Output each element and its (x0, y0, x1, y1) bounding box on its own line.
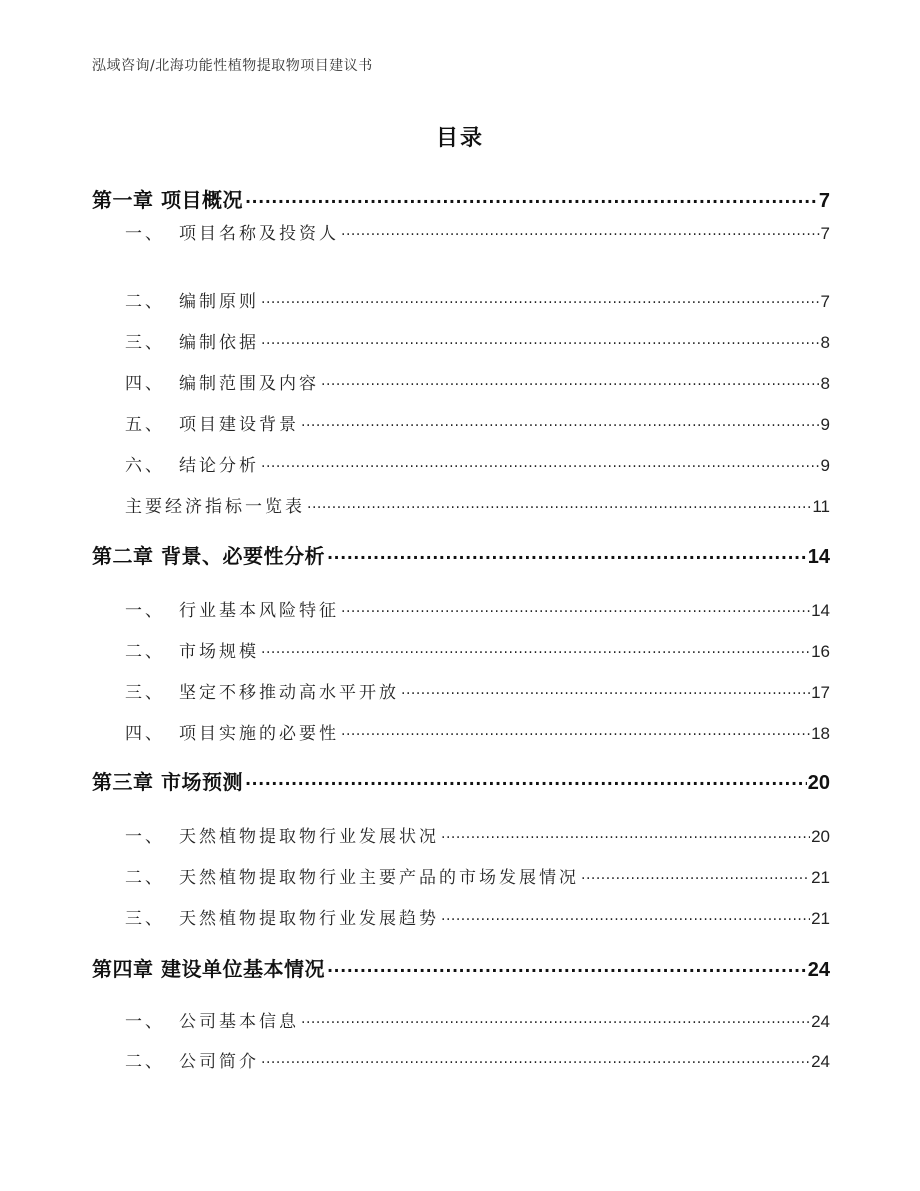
dot-leader (441, 825, 810, 842)
page-number: 8 (820, 333, 830, 352)
toc-section[interactable] (125, 369, 830, 394)
section-number: 三、 (125, 909, 165, 929)
section-label: 编制范围及内容 (179, 374, 319, 394)
dot-leader (261, 331, 820, 348)
page-number: 16 (811, 642, 830, 661)
dot-leader (261, 1050, 810, 1067)
section-label: 结论分析 (179, 456, 259, 476)
page-number: 20 (807, 772, 830, 794)
dot-leader (301, 413, 820, 430)
dot-leader (341, 722, 810, 739)
dot-leader (341, 222, 820, 239)
toc-section[interactable] (125, 822, 830, 847)
chapter-label: 第一章 项目概况 (92, 188, 243, 212)
dot-leader (581, 866, 810, 883)
page-number: 7 (820, 224, 830, 243)
page-number: 21 (811, 909, 830, 928)
toc-section[interactable] (125, 637, 830, 662)
section-label: 天然植物提取物行业主要产品的市场发展情况 (179, 868, 579, 888)
section-number: 三、 (125, 683, 165, 703)
page-number: 24 (811, 1012, 830, 1031)
section-number: 二、 (125, 292, 165, 312)
chapter-label: 第三章 市场预测 (92, 770, 243, 794)
section-number: 一、 (125, 827, 165, 847)
page-header: 泓域咨询/北海功能性植物提取物项目建议书 (92, 58, 373, 74)
page-number: 9 (820, 456, 830, 475)
section-number: 一、 (125, 1012, 165, 1032)
section-label: 天然植物提取物行业发展状况 (179, 827, 439, 847)
section-label: 项目名称及投资人 (179, 224, 339, 244)
section-label: 项目建设背景 (179, 415, 299, 435)
page-number: 24 (807, 959, 830, 981)
section-label: 坚定不移推动高水平开放 (179, 683, 399, 703)
section-label: 市场规模 (179, 642, 259, 662)
section-number: 二、 (125, 642, 165, 662)
page-number: 11 (812, 497, 830, 516)
dot-leader (261, 454, 820, 471)
page-number: 14 (811, 601, 830, 620)
toc-section[interactable] (125, 451, 830, 476)
page-number: 8 (820, 374, 830, 393)
toc-section[interactable] (125, 1007, 830, 1032)
section-number: 四、 (125, 374, 165, 394)
section-number: 二、 (125, 868, 165, 888)
dot-leader (327, 956, 807, 976)
dot-leader (327, 543, 807, 563)
section-number: 六、 (125, 456, 165, 476)
page-number: 9 (820, 415, 830, 434)
section-label: 公司简介 (179, 1052, 259, 1072)
section-label: 主要经济指标一览表 (125, 497, 305, 517)
dot-leader (307, 495, 811, 512)
toc-chapter-4[interactable] (92, 953, 830, 982)
toc-section[interactable] (125, 328, 830, 353)
toc-section[interactable] (125, 287, 830, 312)
page-number: 18 (811, 724, 830, 743)
toc-section[interactable] (125, 904, 830, 929)
dot-leader (401, 681, 810, 698)
section-label: 项目实施的必要性 (179, 724, 339, 744)
dot-leader (245, 187, 818, 207)
toc-section[interactable] (125, 219, 830, 244)
toc-section[interactable] (125, 492, 830, 517)
toc-title: 目录 (435, 126, 484, 151)
toc-section[interactable] (125, 1047, 830, 1072)
page-number: 17 (811, 683, 830, 702)
section-label: 行业基本风险特征 (179, 601, 339, 621)
page-number: 21 (811, 868, 830, 887)
toc-section[interactable] (125, 719, 830, 744)
page-number: 7 (818, 190, 830, 212)
chapter-label: 第二章 背景、必要性分析 (92, 544, 325, 568)
section-label: 编制原则 (179, 292, 259, 312)
section-number: 一、 (125, 601, 165, 621)
chapter-label: 第四章 建设单位基本情况 (92, 957, 325, 981)
section-number: 四、 (125, 724, 165, 744)
section-label: 天然植物提取物行业发展趋势 (179, 909, 439, 929)
dot-leader (261, 290, 820, 307)
dot-leader (441, 907, 810, 924)
section-number: 三、 (125, 333, 165, 353)
toc-section[interactable] (125, 678, 830, 703)
toc-section[interactable] (125, 410, 830, 435)
dot-leader (301, 1010, 810, 1027)
section-label: 公司基本信息 (179, 1012, 299, 1032)
page-number: 20 (811, 827, 830, 846)
page-number: 24 (811, 1052, 830, 1071)
toc-chapter-2[interactable] (92, 540, 830, 569)
dot-leader (321, 372, 820, 389)
section-number: 二、 (125, 1052, 165, 1072)
dot-leader (261, 640, 810, 657)
dot-leader (245, 769, 807, 789)
toc-chapter-3[interactable] (92, 766, 830, 795)
section-label: 编制依据 (179, 333, 259, 353)
page-number: 14 (807, 546, 830, 568)
toc-section[interactable] (125, 596, 830, 621)
toc-section[interactable] (125, 863, 830, 888)
page-number: 7 (820, 292, 830, 311)
dot-leader (341, 599, 810, 616)
section-number: 五、 (125, 415, 165, 435)
section-number: 一、 (125, 224, 165, 244)
toc-chapter-1[interactable] (92, 184, 830, 213)
